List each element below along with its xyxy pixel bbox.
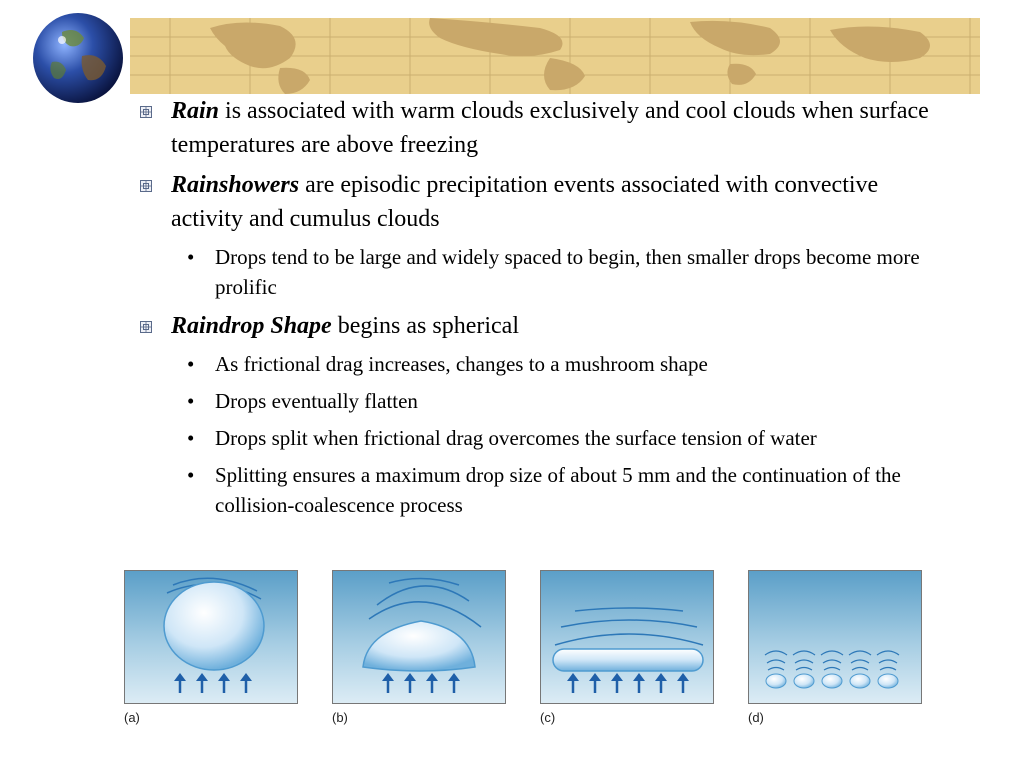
square-bullet-icon: [140, 321, 152, 333]
bullet-term: Raindrop Shape: [171, 313, 332, 339]
panel-split-drops: [748, 570, 922, 704]
globe-logo: [32, 12, 124, 104]
panel-flattened-drop: [540, 570, 714, 704]
bullet-raindrop-shape: [140, 309, 940, 343]
panel-label: (b): [332, 710, 348, 725]
bullet-text: is associated with warm clouds exclusively and cool clouds when surface temperatures are above freezing: [171, 98, 929, 158]
square-bullet-icon: [140, 180, 152, 192]
square-bullet-icon: [140, 106, 152, 118]
bullet-rainshowers: [140, 168, 940, 236]
sub-bullet: [140, 349, 940, 379]
dot-bullet-icon: •: [187, 389, 195, 413]
panel-label: (a): [124, 710, 140, 725]
bullet-term: Rain: [171, 98, 220, 124]
sub-bullet: [140, 242, 940, 302]
bullet-text: begins as spherical: [331, 313, 519, 339]
sub-bullet-text: Drops split when frictional drag overcomes the surface tension of water: [215, 426, 817, 450]
raindrop-shape-figure: [0, 570, 1024, 740]
dot-bullet-icon: •: [187, 463, 195, 487]
header-map-banner: [130, 18, 980, 94]
panel-label: (d): [748, 710, 764, 725]
bullet-term: Rainshowers: [171, 172, 300, 198]
sub-bullet: [140, 423, 940, 453]
dot-bullet-icon: •: [187, 245, 195, 269]
panel-spherical-drop: [124, 570, 298, 704]
bullet-text: are episodic precipitation events associated with convective activity and cumulus clouds: [171, 172, 879, 232]
sub-bullet: [140, 460, 940, 520]
split-drops-illustration: [749, 571, 922, 704]
flattened-drop-illustration: [541, 571, 714, 704]
world-map-graphic: [130, 18, 980, 94]
mushroom-drop-illustration: [333, 571, 506, 704]
dot-bullet-icon: •: [187, 352, 195, 376]
slide-body: [140, 94, 940, 527]
sub-bullet-text: Drops eventually flatten: [215, 389, 418, 413]
panel-label: (c): [540, 710, 556, 725]
sub-bullet-text: As frictional drag increases, changes to a mushroom shape: [215, 352, 708, 376]
panel-mushroom-drop: [332, 570, 506, 704]
dot-bullet-icon: •: [187, 426, 195, 450]
bullet-rain: [140, 94, 940, 162]
sub-bullet: [140, 386, 940, 416]
sub-bullet-text: Drops tend to be large and widely spaced to begin, then smaller drops become more prolific: [215, 245, 920, 299]
sub-bullet-text: Splitting ensures a maximum drop size of about 5 mm and the continuation of the collision-coalescence process: [215, 463, 901, 517]
spherical-drop-illustration: [125, 571, 298, 704]
